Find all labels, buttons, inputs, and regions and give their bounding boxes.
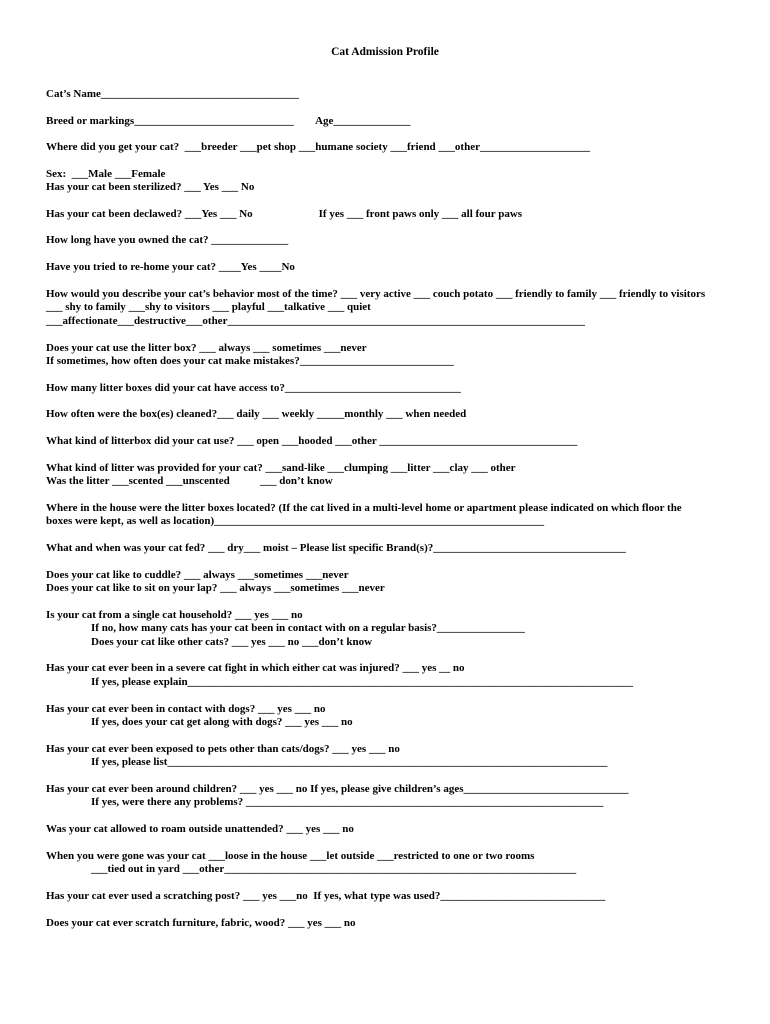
cat-contact-line: If no, how many cats has your cat been in contact with on a regular basis?________________ <box>91 622 525 634</box>
breed-age-line: Breed or markings_____________________________ Age______________ <box>46 115 411 127</box>
page-title: Cat Admission Profile <box>331 46 439 58</box>
behavior-line-2: ___ shy to family ___shy to visitors ___ playful ___talkative ___ quiet <box>46 301 371 313</box>
litter-kind-line: What kind of litter was provided for your cat? ___sand-like ___clumping ___litter ___clay ___ other <box>46 462 516 474</box>
litter-scent-line: Was the litter ___scented ___unscented ___ don’t know <box>46 475 333 487</box>
when-gone-line-1: When you were gone was your cat ___loose in the house ___let outside ___restricted to one or two rooms <box>46 850 535 862</box>
litter-box-use-line: Does your cat use the litter box? ___ always ___ sometimes ___never <box>46 342 367 354</box>
other-pets-list-line: If yes, please list________________________________________________________________________________ <box>91 756 608 768</box>
dogs-along-line: If yes, does your cat get along with dogs? ___ yes ___ no <box>91 716 353 728</box>
owned-duration-line: How long have you owned the cat? ______________ <box>46 234 289 246</box>
scratch-furniture-line: Does your cat ever scratch furniture, fabric, wood? ___ yes ___ no <box>46 917 356 929</box>
likes-cats-line: Does your cat like other cats? ___ yes ___ no ___don’t know <box>91 636 373 648</box>
cat-name-line: Cat’s Name____________________________________ <box>46 88 299 100</box>
rehome-line: Have you tried to re-home your cat? ____Yes ____No <box>46 261 295 273</box>
litter-cleaning-line: How often were the box(es) cleaned?___ daily ___ weekly _____monthly ___ when needed <box>46 408 467 420</box>
scratching-post-line: Has your cat ever used a scratching post? ___ yes ___no If yes, what type was used?______________________________ <box>46 890 606 902</box>
other-pets-line: Has your cat ever been exposed to pets other than cats/dogs? ___ yes ___ no <box>46 743 400 755</box>
litter-location-line-2: boxes were kept, as well as location)____________________________________________________________ <box>46 515 545 527</box>
cuddle-line: Does your cat like to cuddle? ___ always ___sometimes ___never <box>46 569 349 581</box>
litter-location-line-1: Where in the house were the litter boxes located? (If the cat lived in a multi-level home or apartment please indicated on which floor the <box>46 502 682 514</box>
litter-box-count-line: How many litter boxes did your cat have access to?________________________________ <box>46 382 461 394</box>
when-gone-line-2: ___tied out in yard ___other________________________________________________________________ <box>91 863 577 875</box>
single-cat-line: Is your cat from a single cat household? ___ yes ___ no <box>46 609 303 621</box>
litter-mistakes-line: If sometimes, how often does your cat make mistakes?____________________________ <box>46 355 454 367</box>
cat-fight-line: Has your cat ever been in a severe cat fight in which either cat was injured? ___ yes __ no <box>46 662 465 674</box>
declawed-line: Has your cat been declawed? ___Yes ___ No If yes ___ front paws only ___ all four paws <box>46 208 523 220</box>
children-line: Has your cat ever been around children? ___ yes ___ no If yes, please give children’s ages______________________________ <box>46 783 629 795</box>
cat-fight-explain-line: If yes, please explain_________________________________________________________________________________ <box>91 676 634 688</box>
sterilized-line: Has your cat been sterilized? ___ Yes ___ No <box>46 181 255 193</box>
litterbox-type-line: What kind of litterbox did your cat use? ___ open ___hooded ___other ____________________________________ <box>46 435 578 447</box>
behavior-line-1: How would you describe your cat’s behavior most of the time? ___ very active ___ couch potato ___ friendly to family ___ friendly to visitors <box>46 288 706 300</box>
lap-line: Does your cat like to sit on your lap? ___ always ___sometimes ___never <box>46 582 385 594</box>
dogs-contact-line: Has your cat ever been in contact with dogs? ___ yes ___ no <box>46 703 326 715</box>
behavior-line-3: ___affectionate___destructive___other_________________________________________________________________ <box>46 315 585 327</box>
sex-line: Sex: ___Male ___Female <box>46 168 166 180</box>
roam-outside-line: Was your cat allowed to roam outside unattended? ___ yes ___ no <box>46 823 354 835</box>
feeding-line: What and when was your cat fed? ___ dry___ moist – Please list specific Brand(s)?___________________________________ <box>46 542 626 554</box>
source-line: Where did you get your cat? ___breeder ___pet shop ___humane society ___friend ___other____________________ <box>46 141 590 153</box>
children-problems-line: If yes, were there any problems? _________________________________________________________________ <box>91 796 604 808</box>
